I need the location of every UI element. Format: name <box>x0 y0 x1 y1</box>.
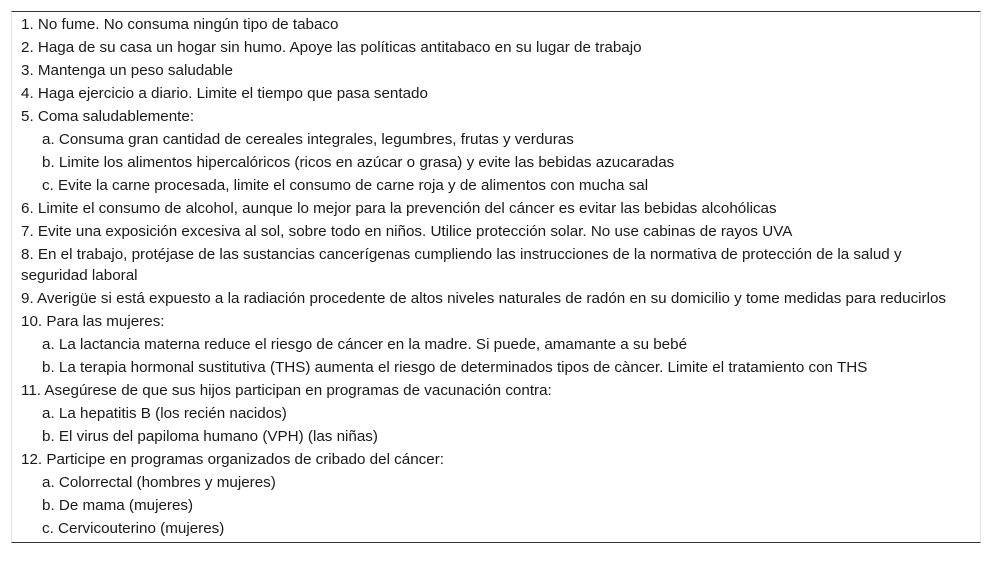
recommendation-5c: c. Evite la carne procesada, limite el consumo de carne roja y de alimentos con mucha sal <box>42 177 649 194</box>
recommendation-10b: b. La terapia hormonal sustitutiva (THS) aumenta el riesgo de determinados tipos de càncer. Limite el tratamiento con THS <box>42 359 868 376</box>
recommendation-11a: a. La hepatitis B (los recién nacidos) <box>42 405 287 422</box>
recommendation-12c: c. Cervicouterino (mujeres) <box>42 520 225 537</box>
recommendation-5a: a. Consuma gran cantidad de cereales integrales, legumbres, frutas y verduras <box>42 131 574 148</box>
recommendation-12: 12. Participe en programas organizados de cribado del cáncer: <box>21 451 444 468</box>
recommendation-2: 2. Haga de su casa un hogar sin humo. Apoye las políticas antitabaco en su lugar de trabajo <box>21 39 642 56</box>
recommendation-10: 10. Para las mujeres: <box>21 313 165 330</box>
recommendation-5b: b. Limite los alimentos hipercalóricos (ricos en azúcar o grasa) y evite las bebidas azucaradas <box>42 154 675 171</box>
recommendation-5: 5. Coma saludablemente: <box>21 108 195 125</box>
recommendation-11: 11. Asegúrese de que sus hijos participan en programas de vacunación contra: <box>21 382 552 399</box>
recommendation-12a: a. Colorrectal (hombres y mujeres) <box>42 474 276 491</box>
recommendation-12b: b. De mama (mujeres) <box>42 497 194 514</box>
recommendation-1: 1. No fume. No consuma ningún tipo de tabaco <box>21 16 339 33</box>
recommendation-3: 3. Mantenga un peso saludable <box>21 62 233 79</box>
recommendation-9: 9. Averigüe si está expuesto a la radiación procedente de altos niveles naturales de radón en su domicilio y tome medidas para reducirlos <box>21 290 947 307</box>
recommendations-table <box>11 11 981 543</box>
recommendation-10a: a. La lactancia materna reduce el riesgo de cáncer en la madre. Si puede, amamante a su bebé <box>42 336 688 353</box>
recommendation-11b: b. El virus del papiloma humano (VPH) (las niñas) <box>42 428 378 445</box>
recommendation-4: 4. Haga ejercicio a diario. Limite el tiempo que pasa sentado <box>21 85 428 102</box>
recommendations-list <box>12 13 980 542</box>
recommendation-7: 7. Evite una exposición excesiva al sol, sobre todo en niños. Utilice protección solar. No use cabinas de rayos UVA <box>21 223 793 240</box>
recommendation-6: 6. Limite el consumo de alcohol, aunque lo mejor para la prevención del cáncer es evitar las bebidas alcohólicas <box>21 200 777 217</box>
recommendation-8: 8. En el trabajo, protéjase de las sustancias cancerígenas cumpliendo las instrucciones de la normativa de protección de la salud y seguridad laboral <box>21 246 902 284</box>
